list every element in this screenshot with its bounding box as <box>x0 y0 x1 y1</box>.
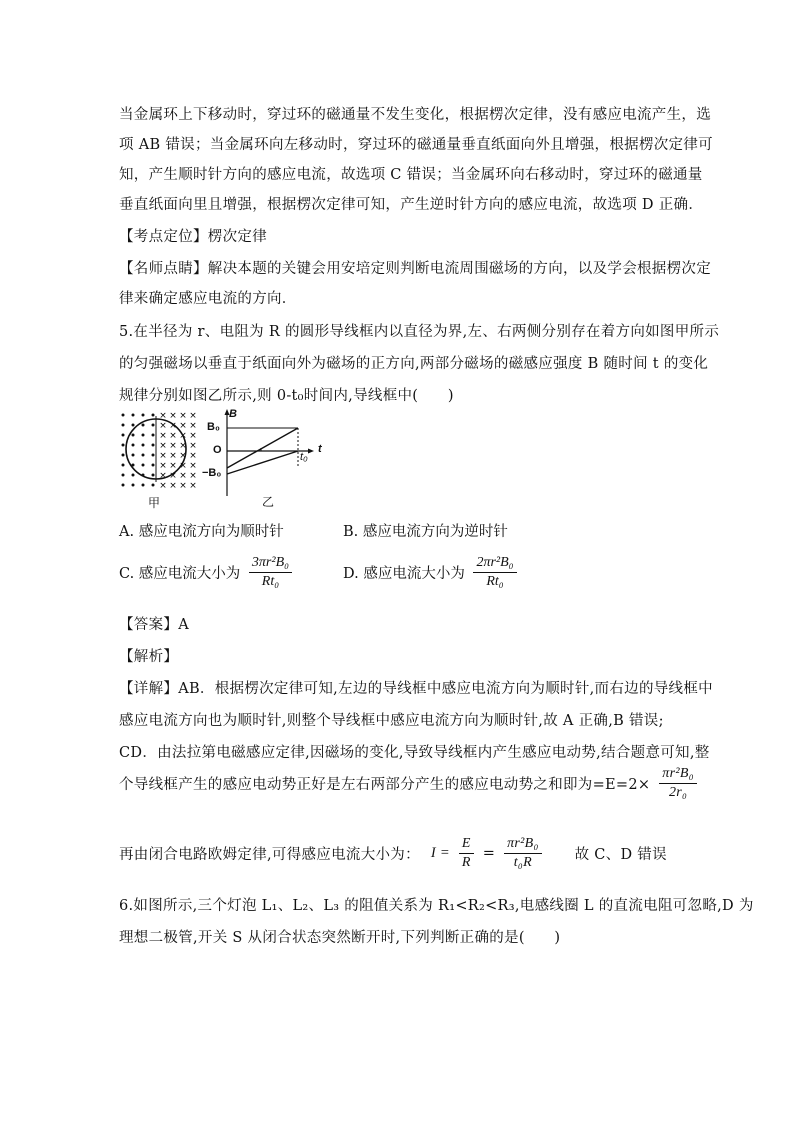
field-dot <box>152 464 155 467</box>
field-dot <box>132 484 135 487</box>
field-dot <box>152 484 155 487</box>
q5-stem-line: 的匀强磁场以垂直于纸面向外为磁场的正方向,两部分磁场的磁感应强度 B 随时间 t 的变化 <box>119 356 709 372</box>
field-dot <box>152 454 155 457</box>
field-cross: × <box>179 431 187 441</box>
field-cross: × <box>179 451 187 461</box>
field-cross: × <box>169 461 177 471</box>
field-dot <box>122 474 125 477</box>
option-a: A. 感应电流方向为顺时针 <box>119 524 284 540</box>
field-cross: × <box>189 441 197 451</box>
field-cross: × <box>169 441 177 451</box>
answer-line: 【答案】A <box>119 617 189 633</box>
detail-text: 个导线框产生的感应电动势正好是左右两部分产生的感应电动势之和即为=E=2× <box>119 777 651 793</box>
field-dot <box>122 464 125 467</box>
analysis-heading: 【解析】 <box>119 649 179 665</box>
text-line: 知，产生顺时针方向的感应电流，故选项 C 错误；当金属环向右移动时，穿过环的磁通量 <box>119 167 703 183</box>
option-d-fraction <box>473 555 516 590</box>
field-dot <box>132 444 135 447</box>
detail-line-current <box>119 836 667 871</box>
emf-fraction <box>659 766 697 801</box>
option-c-fraction <box>249 555 292 590</box>
axis-B-label: B <box>229 408 237 420</box>
fraction-numerator: πr²B₀ <box>659 766 697 784</box>
field-dot <box>142 444 145 447</box>
current-symbol: I = <box>430 845 450 861</box>
field-cross: × <box>189 411 197 421</box>
field-dot <box>122 444 125 447</box>
field-cross: × <box>189 471 197 481</box>
field-cross: × <box>159 471 167 481</box>
field-dot <box>132 454 135 457</box>
field-dot <box>122 454 125 457</box>
conclusion-text: 故 C、D 错误 <box>574 847 667 863</box>
field-cross: × <box>159 481 167 491</box>
field-cross: × <box>159 411 167 421</box>
field-dot <box>142 434 145 437</box>
field-cross: × <box>179 471 187 481</box>
field-dot <box>152 434 155 437</box>
field-dot <box>152 424 155 427</box>
option-c <box>119 555 296 590</box>
field-cross: × <box>169 411 177 421</box>
field-cross: × <box>159 431 167 441</box>
origin-label: O <box>213 444 222 456</box>
fraction-numerator: 2πr²B₀ <box>473 555 516 573</box>
field-dot <box>142 424 145 427</box>
field-cross: × <box>159 421 167 431</box>
fraction-numerator: πr²B₀ <box>504 836 542 854</box>
figure-jia-magnetic-field <box>118 410 198 492</box>
field-dot <box>122 424 125 427</box>
field-cross: × <box>179 411 187 421</box>
field-cross: × <box>159 441 167 451</box>
field-cross: × <box>169 481 177 491</box>
fraction-denominator: R <box>461 855 471 870</box>
kaodian-line: 【考点定位】楞次定律 <box>119 229 267 245</box>
detail-line: 感应电流方向也为顺时针,则整个导线框中感应电流方向为顺时针,故 A 正确,B 错误; <box>119 713 664 729</box>
ohm-fraction-1 <box>459 836 474 871</box>
detail-line: CD．由法拉第电磁感应定律,因磁场的变化,导致导线框内产生感应电动势,结合题意可知,整 <box>119 745 710 761</box>
field-cross: × <box>189 431 197 441</box>
detail-text: 再由闭合电路欧姆定律,可得感应电流大小为： <box>119 847 420 863</box>
field-dot <box>122 434 125 437</box>
field-dot <box>142 454 145 457</box>
dianjing-line: 律来确定感应电流的方向． <box>119 291 297 307</box>
option-d <box>343 555 521 590</box>
field-cross: × <box>159 451 167 461</box>
field-cross: × <box>169 471 177 481</box>
fraction-numerator: 3πr²B₀ <box>249 555 292 573</box>
fraction-denominator: Rt₀ <box>261 574 280 589</box>
field-cross: × <box>169 431 177 441</box>
field-cross: × <box>169 451 177 461</box>
t0-label: t₀ <box>300 451 308 463</box>
field-dot <box>122 414 125 417</box>
equals-sign: = <box>482 845 496 862</box>
q5-stem-line: 规律分别如图乙所示,则 0-t₀时间内,导线框中( ) <box>119 388 454 404</box>
text-line: 垂直纸面向里且增强，根据楞次定律可知，产生逆时针方向的感应电流，故选项 D 正确． <box>119 197 704 213</box>
q5-stem-line: 5.在半径为 r、电阻为 R 的圆形导线框内以直径为界,左、右两侧分别存在着方向如图甲所示 <box>119 324 720 340</box>
field-cross: × <box>169 421 177 431</box>
field-dot <box>152 414 155 417</box>
field-dot <box>122 484 125 487</box>
axis-t-label: t <box>318 443 322 455</box>
field-cross: × <box>179 421 187 431</box>
option-b: B. 感应电流方向为逆时针 <box>343 524 508 540</box>
option-c-text: C. 感应电流大小为 <box>119 566 241 582</box>
fraction-denominator: Rt₀ <box>486 574 504 589</box>
option-d-text: D. 感应电流大小为 <box>343 566 465 582</box>
fraction-denominator: t₀R <box>513 855 532 870</box>
field-dot <box>132 434 135 437</box>
field-cross: × <box>159 461 167 471</box>
dianjing-line: 【名师点睛】解决本题的关键会用安培定则判断电流周围磁场的方向，以及学会根据楞次定 <box>119 261 711 277</box>
field-cross: × <box>179 461 187 471</box>
text-line: 项 AB 错误；当金属环向左移动时，穿过环的磁通量垂直纸面向外且增强，根据楞次定律可 <box>119 137 713 153</box>
detail-line: 【详解】AB．根据楞次定律可知,左边的导线框中感应电流方向为顺时针,而右边的导线框中 <box>119 681 713 697</box>
B0-label: B₀ <box>207 421 220 433</box>
field-dot <box>152 444 155 447</box>
figure-jia-label: 甲 <box>148 496 161 510</box>
text-line: 当金属环上下移动时，穿过环的磁通量不发生变化，根据楞次定律，没有感应电流产生，选 <box>119 107 711 123</box>
field-cross: × <box>189 461 197 471</box>
figure-yi-label: 乙 <box>262 495 275 509</box>
detail-line-emf <box>119 766 701 801</box>
field-cross: × <box>179 441 187 451</box>
field-dot <box>132 424 135 427</box>
field-dot <box>132 474 135 477</box>
negB0-label: −B₀ <box>202 467 222 479</box>
field-dot <box>142 414 145 417</box>
field-dot <box>132 414 135 417</box>
field-dot <box>142 484 145 487</box>
field-dot <box>152 474 155 477</box>
fraction-numerator: E <box>459 836 474 854</box>
field-cross: × <box>189 481 197 491</box>
field-cross: × <box>189 451 197 461</box>
field-cross: × <box>189 421 197 431</box>
q6-stem-line: 6.如图所示,三个灯泡 L₁、L₂、L₃ 的阻值关系为 R₁<R₂<R₃,电感线圈 L 的直流电阻可忽略,D 为 <box>119 898 754 914</box>
field-cross: × <box>179 481 187 491</box>
field-dot <box>142 464 145 467</box>
q6-stem-line: 理想二极管,开关 S 从闭合状态突然断开时,下列判断正确的是( ) <box>119 930 561 946</box>
fraction-denominator: 2r₀ <box>668 785 688 800</box>
ohm-fraction-2 <box>504 836 542 871</box>
